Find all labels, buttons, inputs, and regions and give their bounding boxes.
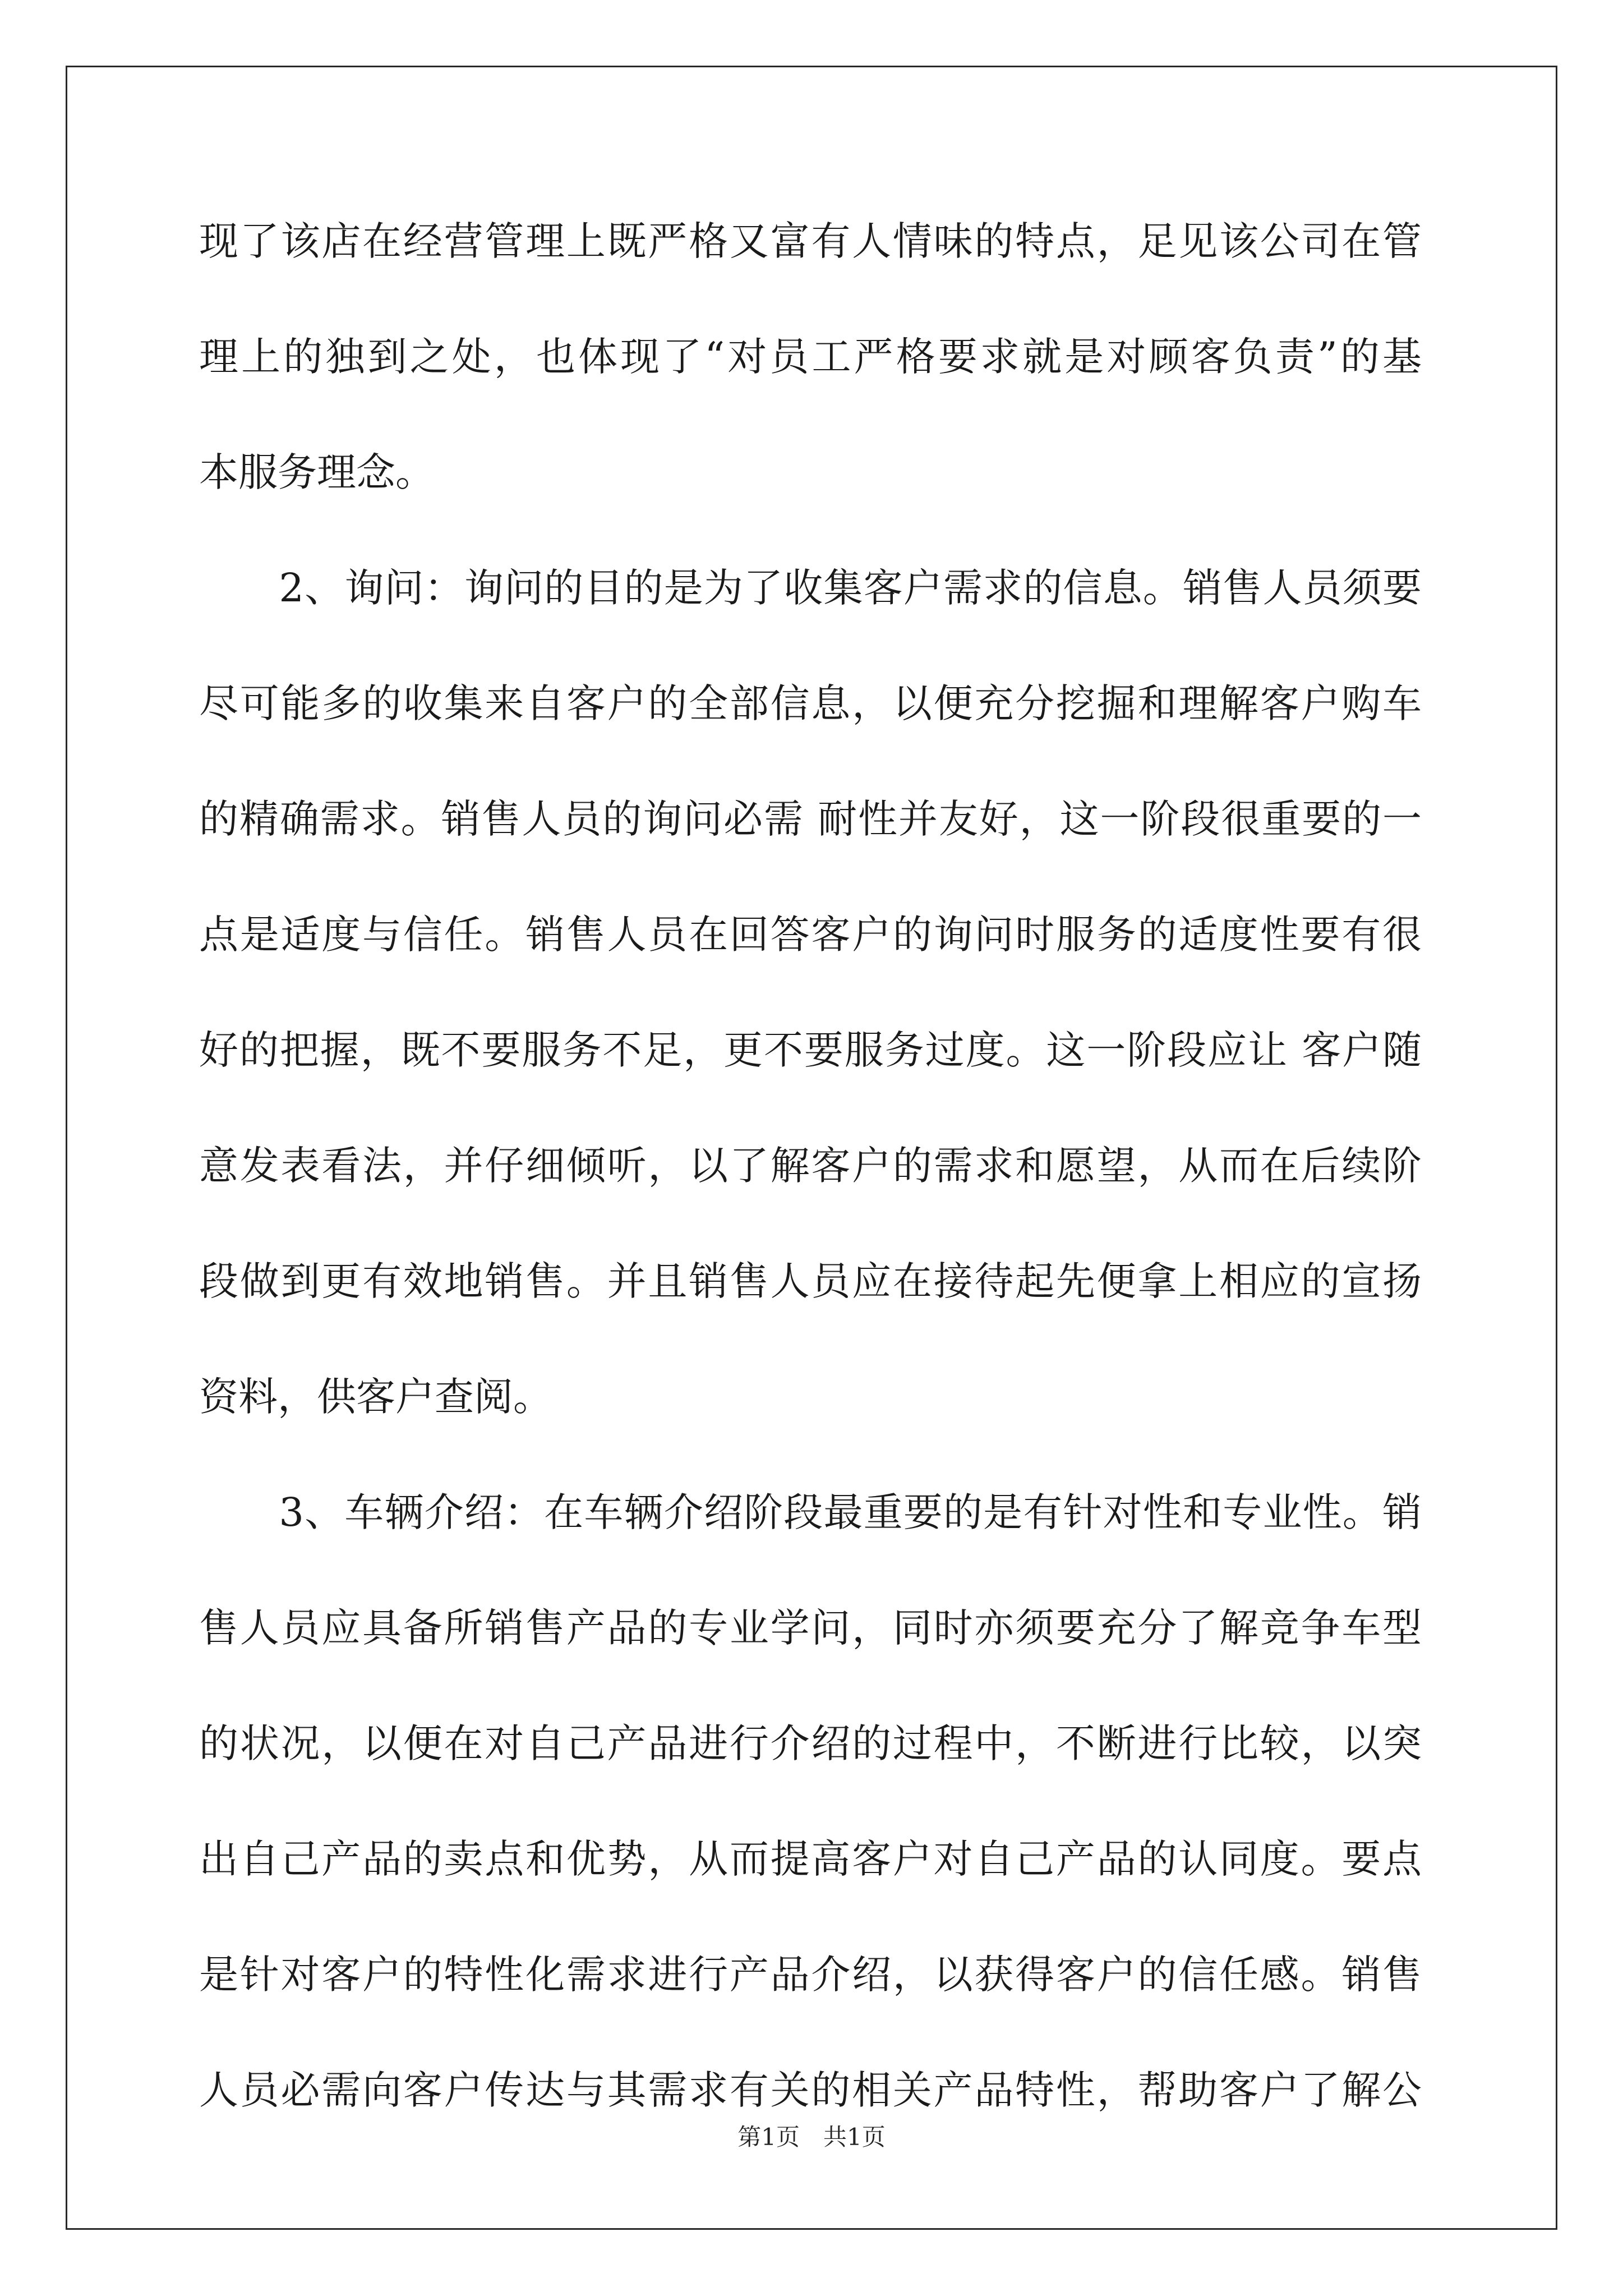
text-line: 尽可能多的收集来自客户的全部信息，以便充分挖掘和理解客户购车 [199, 680, 1422, 726]
text-line: 的精确需求。销售人员的询问必需 耐性并友好，这一阶段很重要的一 [199, 796, 1422, 842]
text-line: 的状况，以便在对自己产品进行介绍的过程中，不断进行比较，以突 [199, 1720, 1422, 1766]
text-line: 点是适度与信任。销售人员在回答客户的询问时服务的适度性要有很 [199, 912, 1422, 958]
text-line: 资料，供客户查阅。 [199, 1374, 552, 1420]
text-line: 是针对客户的特性化需求进行产品介绍，以获得客户的信任感。销售 [199, 1952, 1422, 1998]
text-line: 段做到更有效地销售。并且销售人员应在接待起先便拿上相应的宣扬 [199, 1258, 1422, 1304]
text-line: 2、询问：询问的目的是为了收集客户需求的信息。销售人员须要 [199, 565, 1422, 611]
page-footer [0, 2120, 1623, 2154]
page-number: 第1页 共1页 [737, 2123, 886, 2151]
text-line: 本服务理念。 [199, 449, 435, 495]
text-line: 出自己产品的卖点和优势，从而提高客户对自己产品的认同度。要点 [199, 1836, 1422, 1882]
text-line: 人员必需向客户传达与其需求有关的相关产品特性，帮助客户了解公 [199, 2067, 1422, 2113]
text-line: 3、车辆介绍：在车辆介绍阶段最重要的是有针对性和专业性。销 [199, 1489, 1422, 1535]
text-line: 现了该店在经营管理上既严格又富有人情味的特点，足见该公司在管 [199, 218, 1422, 264]
text-line: 意发表看法，并仔细倾听，以了解客户的需求和愿望，从而在后续阶 [199, 1143, 1422, 1189]
text-line: 售人员应具备所销售产品的专业学问，同时亦须要充分了解竞争车型 [199, 1605, 1422, 1651]
text-line: 理上的独到之处，也体现了“对员工严格要求就是对顾客负责”的基 [199, 334, 1422, 380]
text-line: 好的把握，既不要服务不足，更不要服务过度。这一阶段应让 客户随 [199, 1027, 1422, 1073]
